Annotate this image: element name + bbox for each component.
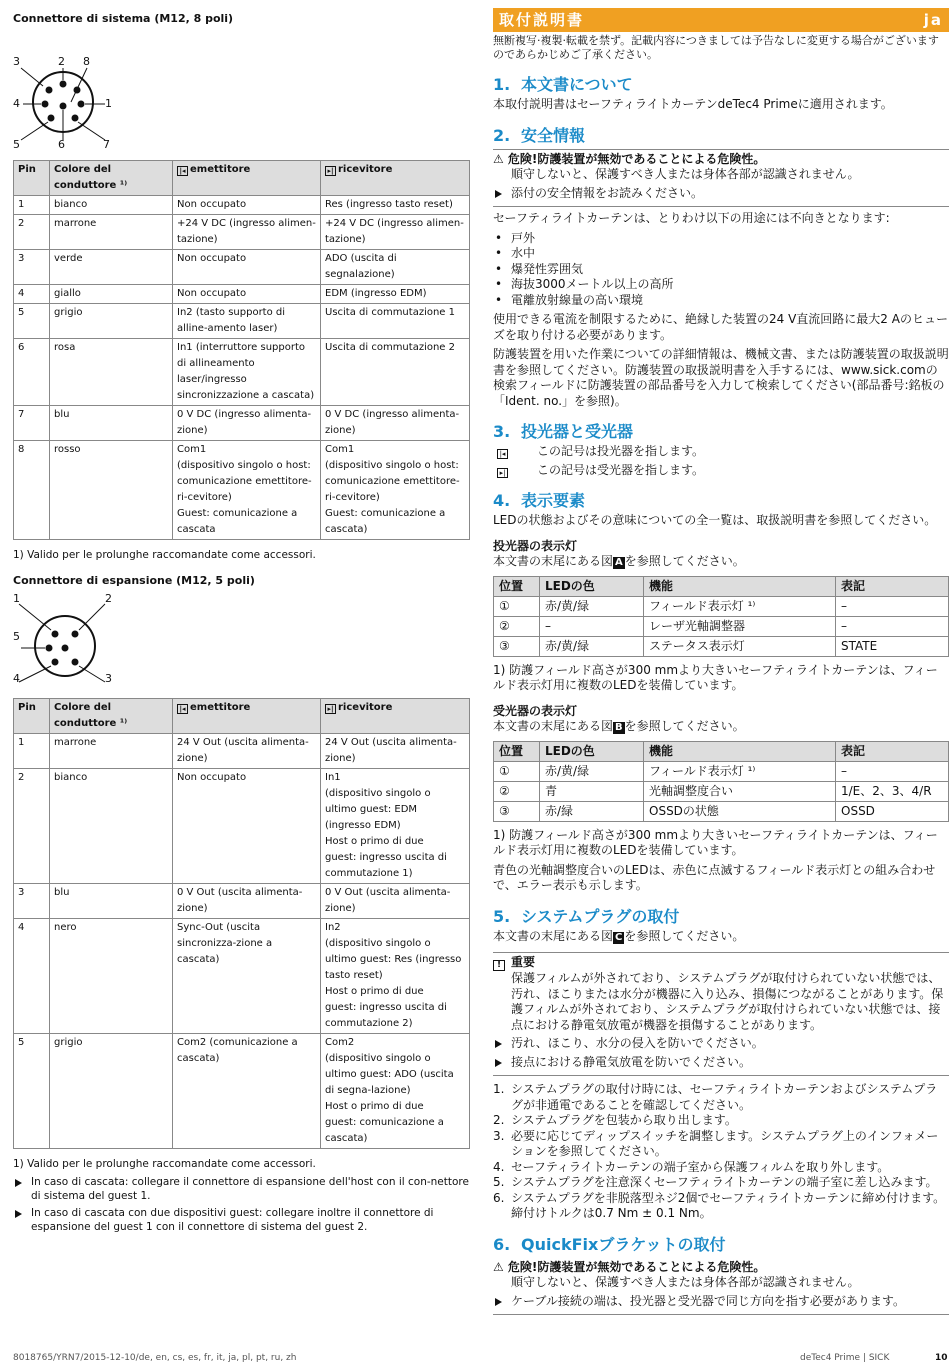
receiver-icon: ▸| [325, 166, 336, 176]
table-cell: 7 [14, 406, 50, 441]
table-cell: STATE [836, 636, 949, 656]
table-cell: – [540, 616, 644, 636]
table-cell: 8 [14, 441, 50, 540]
expansion-connector-diagram [13, 592, 470, 688]
pin-label: 5 [13, 138, 20, 151]
table-cell: marrone [50, 215, 173, 250]
warning-text: 順守しないと、保護すべき人または身体各部が認識されません。 [511, 1275, 860, 1289]
system-connector-title: Connettore di sistema (M12, 8 poli) [13, 12, 234, 25]
table-cell: rosso [50, 441, 173, 540]
table-cell: 赤/黄/緑 [540, 636, 644, 656]
table-cell: 0 V DC (ingresso alimenta-zione) [321, 406, 470, 441]
unsuitable-intro: セーフティライトカーテンは、とりわけ以下の用途には不向きとなります: [493, 211, 890, 225]
pin-label: 4 [13, 672, 20, 685]
section-heading: 6. QuickFixブラケットの取付 [493, 1234, 726, 1254]
table-cell: – [836, 596, 949, 616]
table-cell: 青 [540, 781, 644, 801]
section-heading: 4. 表示要素 [493, 491, 586, 510]
step-item: 4. セーフティライトカーテンの端子室から保護フィルムを取り外します。 [493, 1159, 890, 1174]
table-row [14, 215, 470, 250]
table-cell: In2 (tasto supporto di allinе-amento laser) [173, 304, 321, 339]
table-row [14, 734, 470, 769]
warning-bullet: 添付の安全情報をお読みください。 [493, 186, 949, 202]
emitter-icon: |◂ [177, 166, 188, 176]
table-row [14, 339, 470, 406]
table-cell: blu [50, 406, 173, 441]
header-title: 取付説明書 [499, 11, 585, 29]
section-heading: 1. 本文書について [493, 75, 633, 94]
table-cell: Com2 (dispositivo singolo o ultimo guest: ADO (uscita di segna-lazione) Host o primo di due guest: comunicazione a cascata) [321, 1034, 470, 1149]
warning-text: 順守しないと、保護すべき人または身体各部が認識されません。 [511, 167, 860, 181]
section-heading: 3. 投光器と受光器 [493, 422, 634, 441]
col-color: Colore del conduttore ¹⁾ [50, 699, 173, 734]
section-heading: 5. システムプラグの取付 [493, 906, 680, 926]
danger-warning [493, 1258, 949, 1316]
table-cell: 5 [14, 1034, 50, 1149]
table-cell: giallo [50, 285, 173, 304]
table-row [494, 761, 949, 781]
step-item: 6. システムプラグを非脱落型ネジ2個でセーフティライトカーテンに締め付けます。締付けトルクは0.7 Nm ± 0.1 Nm。 [493, 1190, 946, 1220]
pin-label: 6 [58, 138, 65, 151]
footnote: 1) 防護フィールド高さが300 mmより大きいセーフティライトカーテンは、フィールド表示灯用に複数のLEDを装備しています。 [493, 827, 938, 857]
section-text: 防護装置を用いた作業についての詳細情報は、機械文書、または防護装置の取扱説明書を参照してください。防護装置の取扱説明書を入手するには、www.sick.comの検索フィールドに防護装置の部品番号を入力して検索してください(部品番号:銘板の「Ident. no.」を参照)。 [493, 347, 949, 408]
receiver-icon: ▸| [325, 704, 336, 714]
header-lang: ja [923, 11, 943, 29]
table-row [14, 769, 470, 884]
col-emitter: |◂ emettitore [173, 699, 321, 734]
table-cell: 0 V Out (uscita alimenta-zione) [321, 884, 470, 919]
table-cell: 0 V DC (ingresso alimenta-zione) [173, 406, 321, 441]
table-cell: EDM (ingresso EDM) [321, 285, 470, 304]
figure-ref: 本文書の末尾にある図 C を参照してください。 [493, 928, 745, 943]
table-cell: Uscita di commutazione 2 [321, 339, 470, 406]
list-item: • 海抜3000メートル以上の高所 [493, 277, 949, 293]
table-row [494, 596, 949, 616]
table-cell: 4 [14, 285, 50, 304]
table-cell: ① [494, 761, 540, 781]
pin-label: 4 [13, 97, 20, 110]
table-cell: ステータス表示灯 [644, 636, 836, 656]
right-column [493, 8, 949, 1319]
pin-label: 2 [58, 55, 65, 68]
pin-label: 1 [13, 592, 20, 605]
col-color: Colore del conduttore ¹⁾ [50, 161, 173, 196]
pin-label: 3 [13, 55, 20, 68]
table-cell: Com1 (dispositivo singolo o host: comunicazione emettitore-ri-cevitore) Guest: comunicazione a cascata [173, 441, 321, 540]
table-row [14, 250, 470, 285]
col-pin: Pin [14, 699, 50, 734]
figure-label: B [615, 722, 623, 733]
table-cell: 24 V Out (uscita alimenta-zione) [321, 734, 470, 769]
table-cell: 4 [14, 919, 50, 1034]
table-cell: marrone [50, 734, 173, 769]
table-row [494, 636, 949, 656]
table-cell: 1/E、2、3、4/R [836, 781, 949, 801]
table-cell: +24 V DC (ingresso alimen-tazione) [321, 215, 470, 250]
table-cell: 赤/緑 [540, 801, 644, 821]
table-cell: ADO (uscita di segnalazione) [321, 250, 470, 285]
table-cell: 赤/黄/緑 [540, 596, 644, 616]
section-heading: 2. 安全情報 [493, 125, 586, 145]
table-row [14, 304, 470, 339]
table-cell: ③ [494, 636, 540, 656]
table-cell: bianco [50, 769, 173, 884]
table-cell: +24 V DC (ingresso alimen-tazione) [173, 215, 321, 250]
intro-text: 無断複写·複製·転載を禁ず。記載内容につきましては予告なしに変更する場合がございますのであらかじめご了承ください。 [493, 34, 939, 61]
section-text: 本取付説明書はセーフティライトカーテンdeTec4 Primeに適用されます。 [493, 97, 893, 111]
table-cell: Res (ingresso tasto reset) [321, 196, 470, 215]
warning-bullet: ケーブル接続の端は、投光器と受光器で同じ方向を指す必要があります。 [493, 1294, 949, 1310]
table-cell: 3 [14, 884, 50, 919]
table-cell: grigio [50, 1034, 173, 1149]
table-cell: In2 (dispositivo singolo o ultimo guest: Res (ingresso tasto reset) Host o primo di due guest: ingresso uscita di commutazione 2) [321, 919, 470, 1034]
footer-doc-id: 8018765/YRN7/2015-12-10/de, en, cs, es, fr, it, ja, pl, pt, ru, zh [13, 1353, 297, 1363]
pin-label: 5 [13, 630, 20, 643]
receiver-led-table: 位置 LEDの色 機能 表記 ① 赤/黄/緑 フィールド表示灯 ¹⁾ – ② 青 光軸調整度合い 1/E、2、3、4/R ③ 赤/緑 OSSDの状態 OSSD [493, 741, 949, 822]
table-cell: Non occupato [173, 769, 321, 884]
table-cell: verde [50, 250, 173, 285]
section-text: 青色の光軸調整度合いのLEDは、赤色に点滅するフィールド表示灯との組み合わせで、エラー表示も示します。 [493, 862, 936, 892]
installation-steps [493, 1082, 949, 1222]
table-cell: – [836, 761, 949, 781]
footer-product: deTec4 Prime | SICK [800, 1353, 890, 1363]
table-cell: 3 [14, 250, 50, 285]
table-cell: レーザ光軸調整器 [644, 616, 836, 636]
table-cell: Non occupato [173, 196, 321, 215]
pin-label: 1 [105, 97, 112, 110]
table-cell: OSSDの状態 [644, 801, 836, 821]
pin-label: 3 [105, 672, 112, 685]
table-cell: フィールド表示灯 ¹⁾ [644, 596, 836, 616]
table-cell: 1 [14, 734, 50, 769]
step-item: 3. 必要に応じてディップスイッチを調整します。システムプラグ上のインフォメーションを参照してください。 [493, 1128, 939, 1158]
table-cell: 光軸調整度合い [644, 781, 836, 801]
bullet-item: In caso di cascata con due dispositivi guest: collegare inoltre il connettore di espansione del guest 1 con il connettore di sistema del guest 2. [13, 1206, 470, 1234]
left-column [13, 10, 470, 1237]
table-row [14, 285, 470, 304]
table-cell: 2 [14, 769, 50, 884]
col-receiver: ▸| ricevitore [321, 699, 470, 734]
table-cell: Non occupato [173, 250, 321, 285]
expansion-connector-title: Connettore di espansione (M12, 5 poli) [13, 574, 255, 587]
important-text: 保護フィルムが外されており、システムプラグが取付けられていない状態では、汚れ、ほこりまたは水分が機器に入り込み、損傷につながることがあります。保護フィルムが外されており、システムプラグが取付けられていない状態では、接点における静電気放電が機器を損傷することがあります。 [511, 971, 944, 1032]
receiver-symbol-row [493, 463, 949, 479]
step-item: 1. システムプラグの取付け時には、セーフティライトカーテンおよびシステムプラグが非通電であることを確認してください。 [493, 1082, 938, 1112]
m12-5pin-diagram [13, 592, 133, 688]
table-cell: Non occupato [173, 285, 321, 304]
table-cell: ③ [494, 801, 540, 821]
unsuitable-list [493, 231, 949, 309]
list-item: • 爆発性雰囲気 [493, 262, 949, 278]
table-row [14, 919, 470, 1034]
figure-ref: 本文書の末尾にある図 A を参照してください。 [493, 554, 745, 568]
table-cell: 5 [14, 304, 50, 339]
step-item: 2. システムプラグを包装から取り出します。 [493, 1113, 737, 1127]
table-cell: Sync-Out (uscita sincronizza-zione a cascata) [173, 919, 321, 1034]
table-cell: ① [494, 596, 540, 616]
figure-label: A [615, 557, 623, 568]
expansion-connector-table [13, 698, 470, 1149]
col-receiver: ▸| ricevitore [321, 161, 470, 196]
footnote: 1) Valido per le prolunghe raccomandate come accessori. [13, 549, 316, 561]
pin-label: 8 [83, 55, 90, 68]
table-cell: 0 V Out (uscita alimenta-zione) [173, 884, 321, 919]
m12-8pin-diagram [13, 30, 133, 150]
step-item: 5. システムプラグを注意深くセーフティライトカーテンの端子室に差し込みます。 [493, 1175, 938, 1189]
subheading: 投光器の表示灯 [493, 538, 578, 553]
important-bullet: 汚れ、ほこり、水分の侵入を防いでください。 [493, 1036, 949, 1052]
footnote: 1) 防護フィールド高さが300 mmより大きいセーフティライトカーテンは、フィールド表示灯用に複数のLEDを装備しています。 [493, 662, 938, 692]
table-cell: 赤/黄/緑 [540, 761, 644, 781]
table-row [14, 196, 470, 215]
table-cell: Uscita di commutazione 1 [321, 304, 470, 339]
table-row [494, 616, 949, 636]
emitter-icon: |◂ [177, 704, 188, 714]
table-cell: nero [50, 919, 173, 1034]
pin-label: 2 [105, 592, 112, 605]
list-item: • 電離放射線量の高い環境 [493, 293, 949, 309]
emitter-icon: |◂ [497, 449, 508, 459]
list-item: • 戸外 [493, 231, 949, 247]
table-cell: 2 [14, 215, 50, 250]
emitter-led-table: 位置 LEDの色 機能 表記 ① 赤/黄/緑 フィールド表示灯 ¹⁾ – ② – レーザ光軸調整器 – ③ 赤/黄/緑 ステータス表示灯 STATE [493, 576, 949, 657]
exclamation-icon: ! [493, 960, 505, 971]
table-row [494, 781, 949, 801]
important-bullet: 接点における静電気放電を防いでください。 [493, 1055, 949, 1071]
footnote: 1) Valido per le prolunghe raccomandate come accessori. [13, 1158, 316, 1170]
table-cell: – [836, 616, 949, 636]
bullet-item: In caso di cascata: collegare il connettore di espansione dell'host con il con-nettore di sistema del guest 1. [13, 1175, 470, 1203]
table-row [14, 441, 470, 540]
emitter-desc: この記号は投光器を指します。 [537, 444, 705, 458]
language-header [493, 8, 949, 32]
table-row [14, 884, 470, 919]
col-pin: Pin [14, 161, 50, 196]
subheading: 受光器の表示灯 [493, 703, 578, 718]
table-cell: blu [50, 884, 173, 919]
pin-label: 7 [103, 138, 110, 151]
system-connector-diagram [13, 30, 470, 150]
table-cell: bianco [50, 196, 173, 215]
table-cell: 1 [14, 196, 50, 215]
table-cell: ② [494, 781, 540, 801]
warning-title: ⚠ 危険!防護装置が無効であることによる危険性。 [493, 151, 766, 166]
list-item: • 水中 [493, 246, 949, 262]
warning-title: ⚠ 危険!防護装置が無効であることによる危険性。 [493, 1259, 766, 1274]
system-connector-table [13, 160, 470, 540]
table-cell: rosa [50, 339, 173, 406]
page-number: 10 [935, 1353, 948, 1363]
table-row [14, 406, 470, 441]
col-emitter: |◂ emettitore [173, 161, 321, 196]
receiver-icon: ▸| [497, 468, 508, 478]
receiver-desc: この記号は受光器を指します。 [537, 462, 705, 477]
table-cell: フィールド表示灯 ¹⁾ [644, 761, 836, 781]
table-cell: grigio [50, 304, 173, 339]
section-text: 使用できる電流を制限するために、絶縁した装置の24 V直流回路に最大2 Aのヒューズを取り付ける必要があります。 [493, 312, 948, 342]
important-notice [493, 952, 949, 1076]
emitter-symbol-row [493, 444, 949, 460]
table-row [494, 801, 949, 821]
section-text: LEDの状態およびその意味についての全一覧は、取扱説明書を参照してください。 [493, 513, 937, 527]
figure-ref: 本文書の末尾にある図 B を参照してください。 [493, 719, 745, 733]
table-cell: In1 (interruttore supporto di allineamento laser/ingresso sincronizzazione a cascata) [173, 339, 321, 406]
table-row [14, 1034, 470, 1149]
danger-warning [493, 149, 949, 208]
table-cell: In1 (dispositivo singolo o ultimo guest: EDM (ingresso EDM) Host o primo di due guest: ingresso uscita di commutazione 1) [321, 769, 470, 884]
table-cell: OSSD [836, 801, 949, 821]
table-cell: Com2 (comunicazione a cascata) [173, 1034, 321, 1149]
figure-label: C [615, 931, 623, 943]
table-cell: 6 [14, 339, 50, 406]
important-title: ! 重要 [493, 955, 949, 971]
table-cell: Com1 (dispositivo singolo o host: comunicazione emettitore-ri-cevitore) Guest: comunicazione a cascata) [321, 441, 470, 540]
table-cell: 24 V Out (uscita alimenta-zione) [173, 734, 321, 769]
table-cell: ② [494, 616, 540, 636]
